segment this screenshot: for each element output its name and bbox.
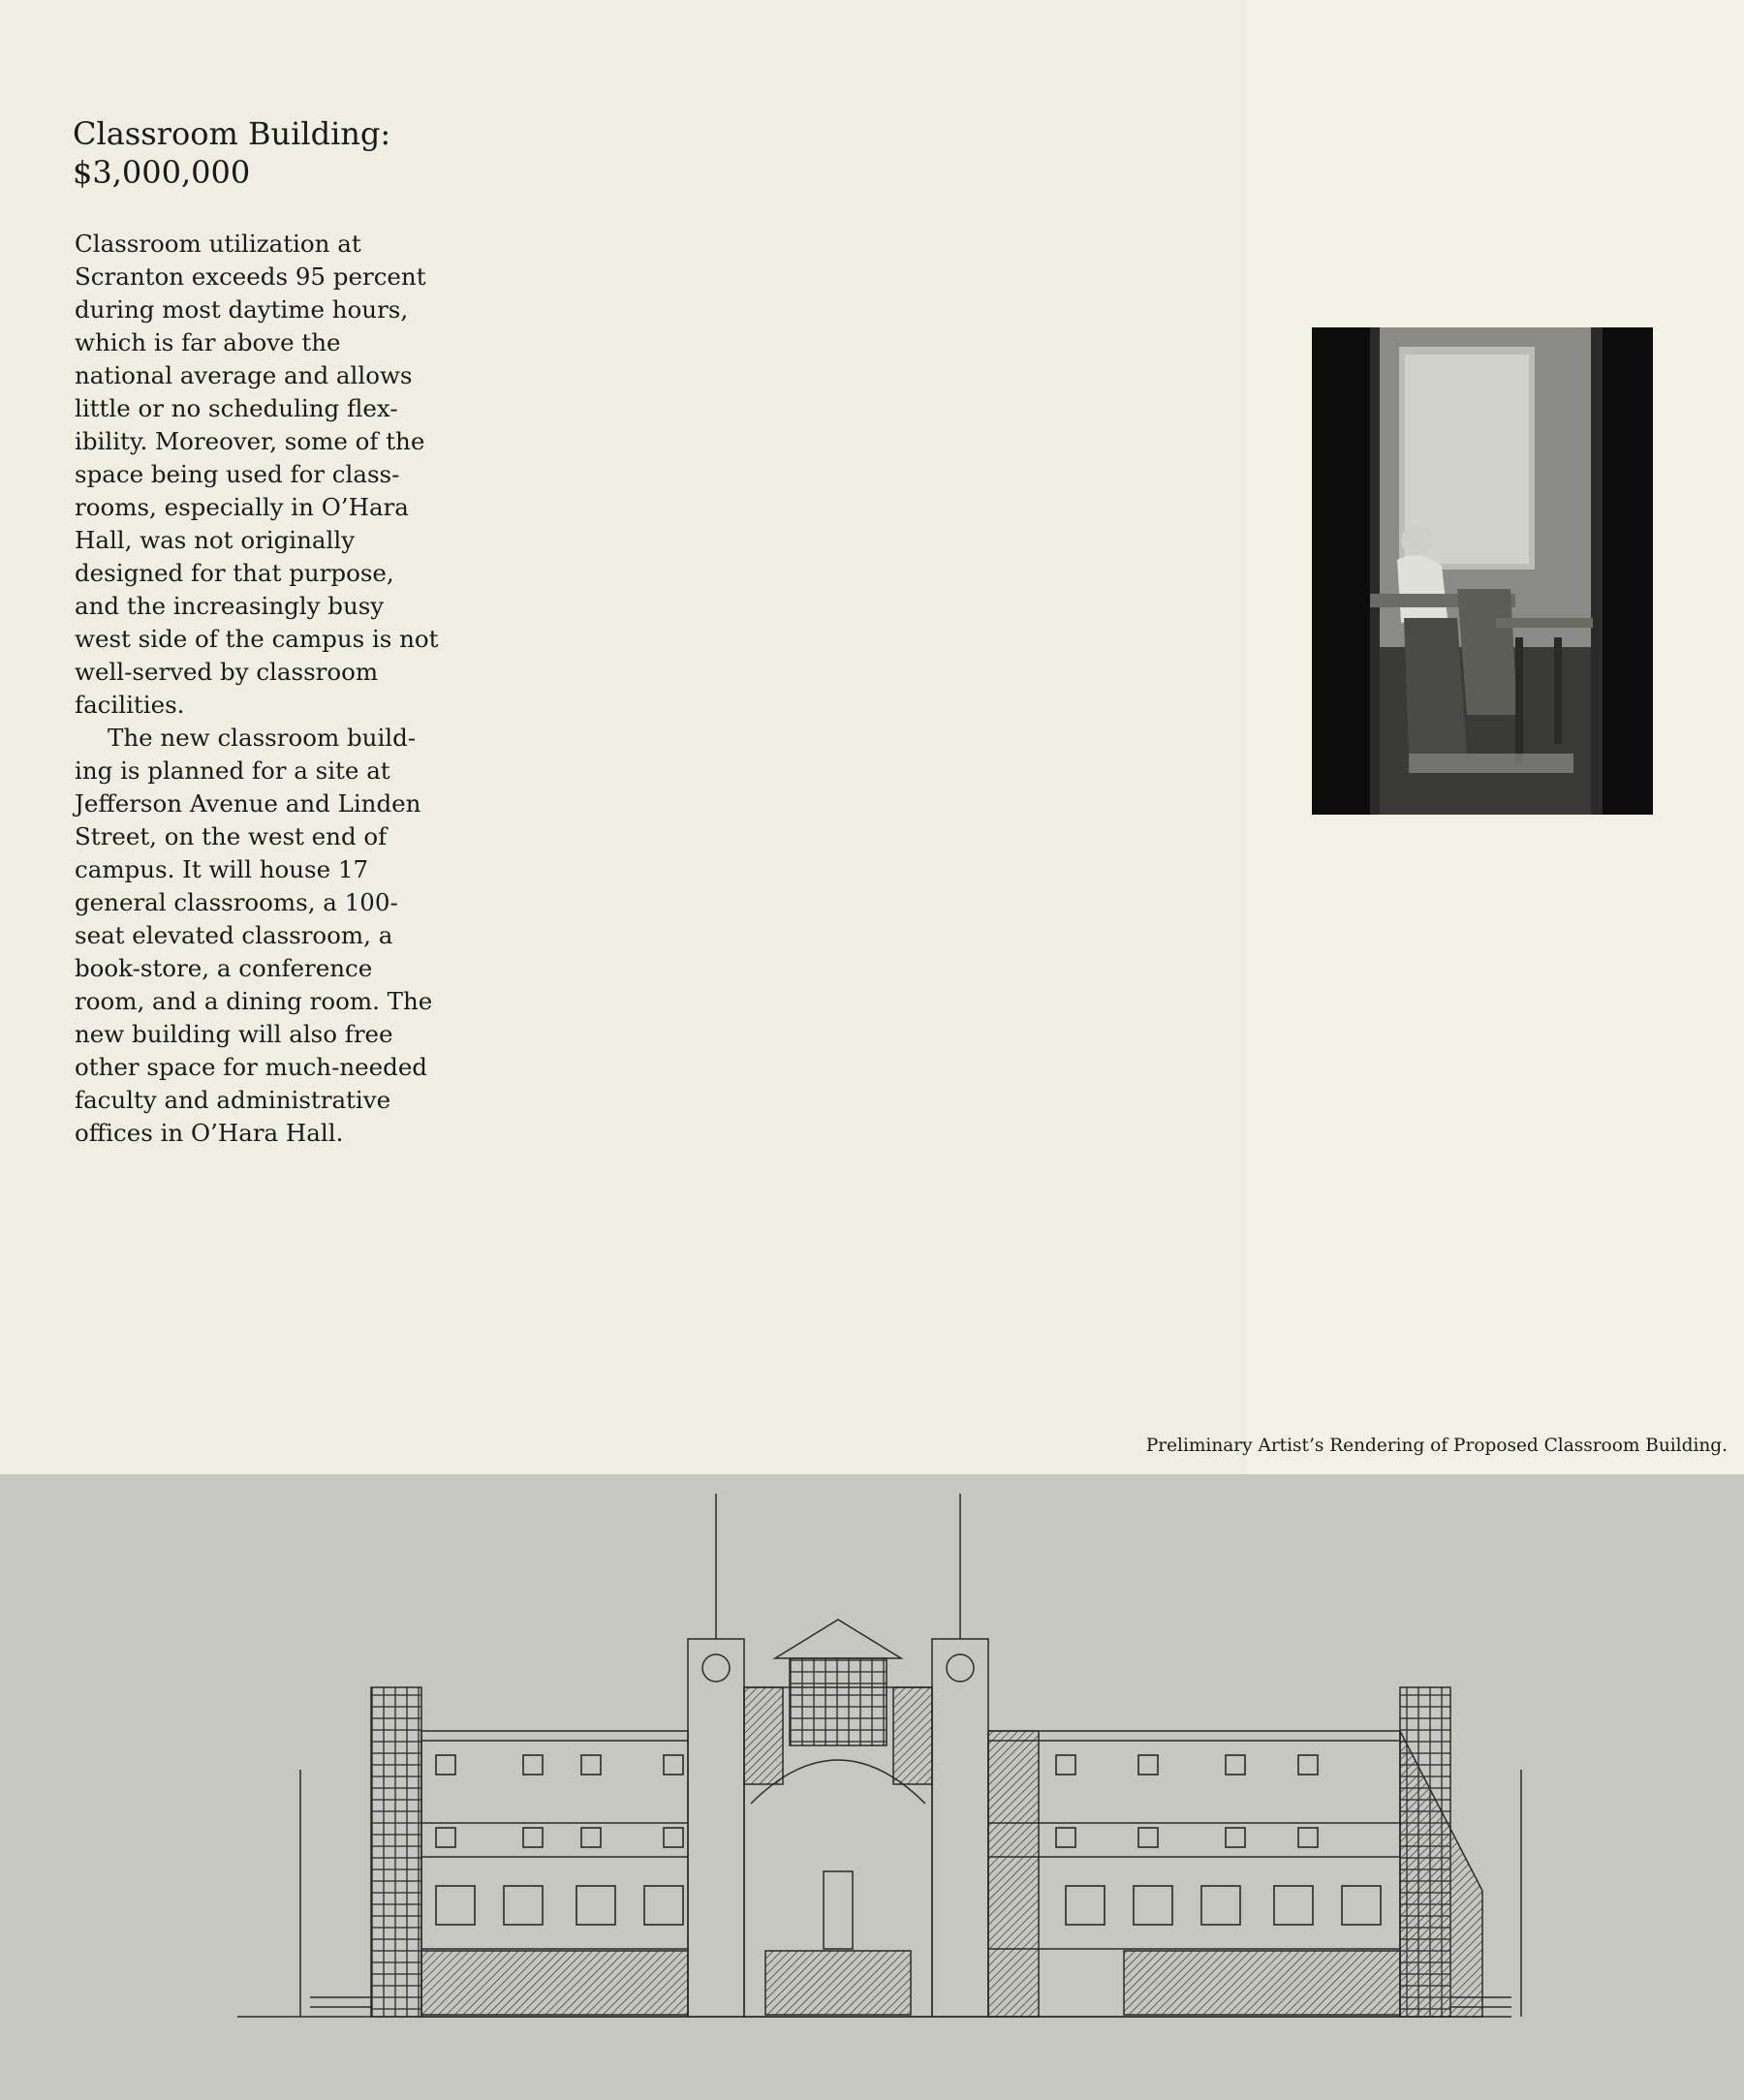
paragraph-utilization: Classroom utilization at Scranton exceeds 95 percent during most daytime hours, which is far above the national average and allows little or no scheduling flex-ibility. Moreover, some of the space being used for class-rooms, especially in O’Hara Hall, was not originally designed for that purpose, and the increasingly busy west side of the campus is not well-served by classroom facilities. [75, 230, 439, 719]
building-elevation-drawing [0, 1474, 1744, 2100]
classroom-photo-illustration [1312, 327, 1653, 815]
heading-amount: $3,000,000 [73, 154, 251, 191]
classroom-photo [1312, 327, 1653, 815]
rendering-caption: Preliminary Artist’s Rendering of Proposed Classroom Building. [1145, 1436, 1728, 1456]
architectural-rendering [0, 1474, 1744, 2100]
page-heading [73, 114, 480, 192]
heading-title: Classroom Building: [73, 115, 391, 152]
body-text [75, 228, 443, 1150]
paragraph-new-building: The new classroom build-ing is planned for a site at Jefferson Avenue and Linden Street, on the west end of campus. It will house 17 general classrooms, a 100-seat elevated classroom, a book-store, a conference room, and a dining room. The new building will also free other space for much-needed faculty and administrative offices in O’Hara Hall. [75, 724, 433, 1147]
